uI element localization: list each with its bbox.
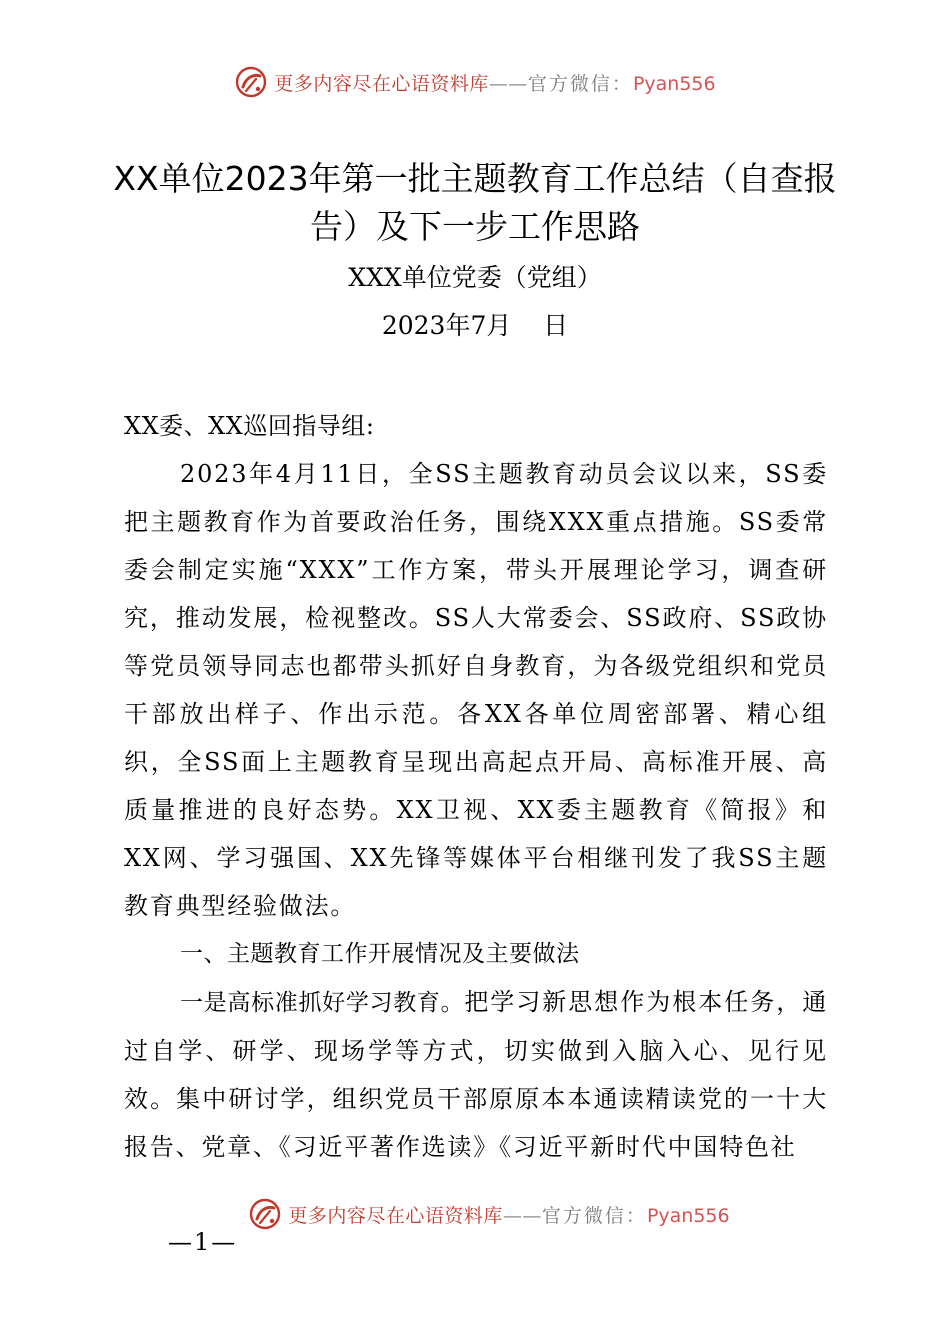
paragraph-2-lead: 一是高标准抓好学习教育。: [180, 990, 465, 1016]
footer-watermark-banner: [14, 1192, 950, 1236]
salutation: XX委、XX巡回指导组:: [124, 412, 375, 440]
watermark-main-text: 更多内容尽在心语资料库: [274, 72, 489, 95]
watermark-text: [274, 69, 715, 96]
watermark-dash: ——: [488, 72, 528, 95]
watermark-dash: ——: [502, 1204, 542, 1227]
seal-logo-icon: [248, 1197, 282, 1231]
paragraph-2-text: 把学习新思想作为根本任务，通过自学、研学、现场学等方式，切实做到入脑入心、见行见效。集中研讨学，组织党员干部原原本本通读精读党的一十大报告、党章、《习近平著作选读》《习近平新时代中国特色社: [124, 988, 829, 1161]
paragraph-1: 2023年4月11日，全SS主题教育动员会议以来，SS委把主题教育作为首要政治任务，围绕XXX重点措施。SS委常委会制定实施“XXX”工作方案，带头开展理论学习，调查研究，推动发展，检视整改。SS人大常委会、SS政府、SS政协等党员领导同志也都带头抓好自身教育，为各级党组织和党员干部放出样子、作出示范。各XX各单位周密部署、精心组织，全SS面上主题教育呈现出高起点开局、高标准开展、高质量推进的良好态势。XX卫视、XX委主题教育《简报》和XX网、学习强国、XX先锋等媒体平台相继刊发了我SS主题教育典型经验做法。: [124, 460, 828, 920]
header-watermark-banner: [0, 60, 950, 104]
document-org: XXX单位党委（党组）: [348, 263, 602, 292]
watermark-wechat-label: 官方微信：: [527, 72, 633, 95]
watermark-wechat-id: Pyan556: [646, 1204, 730, 1227]
watermark-main-text: 更多内容尽在心语资料库: [288, 1204, 503, 1227]
paragraph-2: [124, 978, 828, 1171]
section-heading-1: 一、主题教育工作开展情况及主要做法: [180, 941, 580, 967]
watermark-text: [288, 1201, 729, 1228]
watermark-wechat-id: Pyan556: [632, 72, 716, 95]
document-title: XX单位2023年第一批主题教育工作总结（自查报告）及下一步工作思路: [113, 159, 837, 246]
document-date: 2023年7月 日: [381, 311, 569, 340]
seal-logo-icon: [234, 65, 268, 99]
watermark-wechat-label: 官方微信：: [541, 1204, 647, 1227]
page-number: —1—: [168, 1228, 238, 1256]
document-body: [124, 402, 828, 1171]
